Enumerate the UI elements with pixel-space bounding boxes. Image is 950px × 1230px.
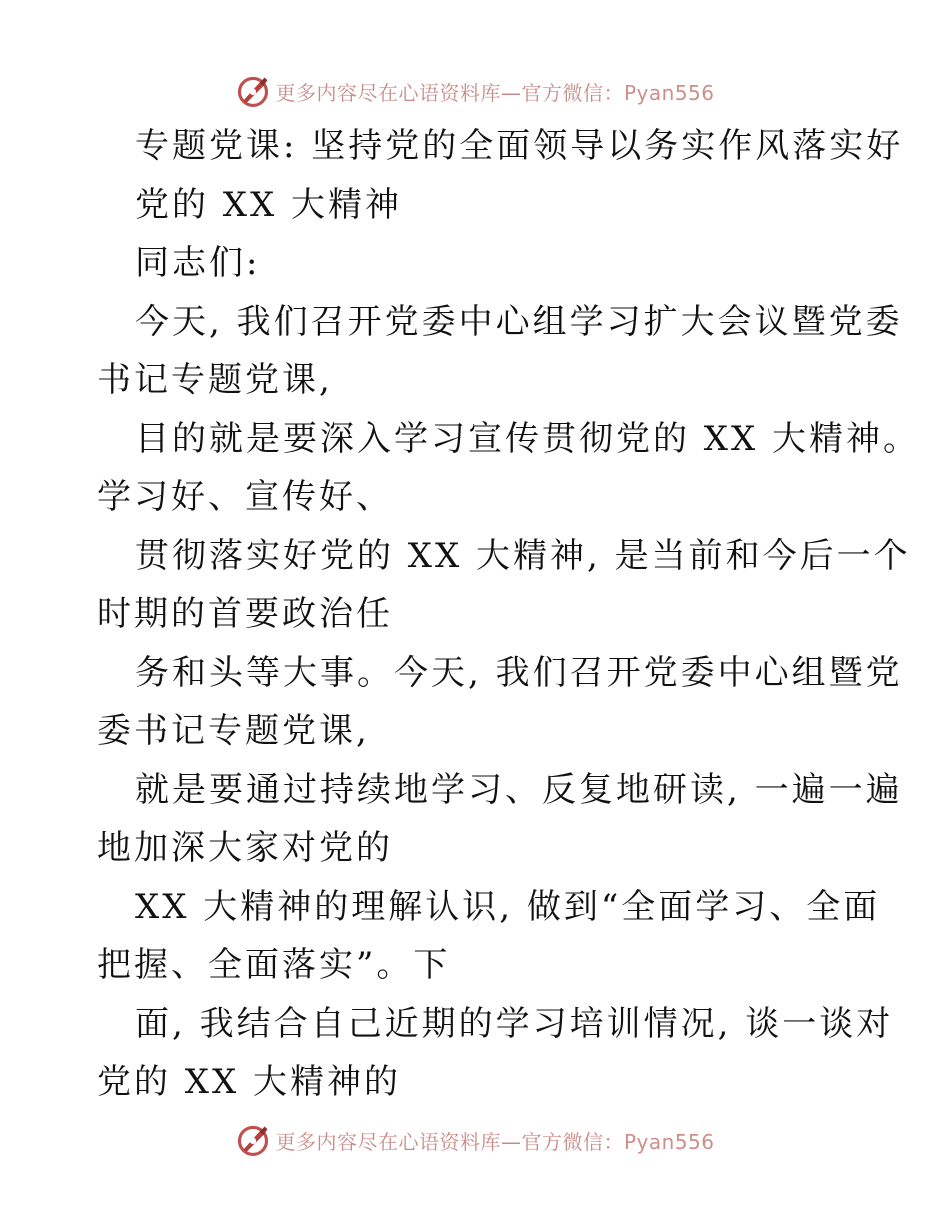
text-line: 务和头等大事。今天, 我们召开党委中心组暨党	[135, 652, 903, 693]
text-line: 专题党课: 坚持党的全面领导以务实作风落实好	[135, 126, 904, 166]
text-line: 党的 XX 大精神	[135, 184, 403, 225]
wechat-id: Pyan556	[623, 1129, 715, 1154]
text-line: 贯彻落实好党的 XX 大精神, 是当前和今后一个	[135, 535, 911, 576]
text-line: 面, 我结合自己近期的学习培训情况, 谈一谈对	[135, 1003, 894, 1044]
text-line: 时期的首要政治任	[97, 594, 393, 634]
text-line: 目的就是要深入学习宣传贯彻党的 XX 大精神。	[135, 418, 921, 459]
wechat-id: Pyan556	[623, 80, 715, 105]
text-line: 党的 XX 大精神的	[97, 1062, 402, 1102]
pen-logo-icon	[235, 73, 271, 109]
header-watermark	[0, 71, 950, 111]
text-line: 今天, 我们召开党委中心组学习扩大会议暨党委	[135, 301, 903, 342]
text-line: 同志们:	[135, 243, 261, 283]
document-body	[97, 117, 921, 1112]
text-line: 地加深大家对党的	[97, 828, 393, 868]
text-line: 把握、全面落实”。下	[97, 945, 451, 985]
text-line: XX 大精神的理解认识, 做到“全面学习、全面	[135, 886, 881, 927]
text-line: 委书记专题党课,	[97, 711, 370, 751]
text-line: 学习好、宣传好、	[97, 477, 393, 517]
banner-text: 更多内容尽在心语资料库—官方微信：	[275, 1129, 624, 1154]
pen-logo-icon	[235, 1122, 271, 1158]
text-line: 就是要通过持续地学习、反复地研读, 一遍一遍	[135, 769, 903, 810]
banner-text: 更多内容尽在心语资料库—官方微信：	[275, 80, 624, 105]
footer-watermark	[0, 1120, 950, 1160]
text-line: 书记专题党课,	[97, 360, 333, 400]
